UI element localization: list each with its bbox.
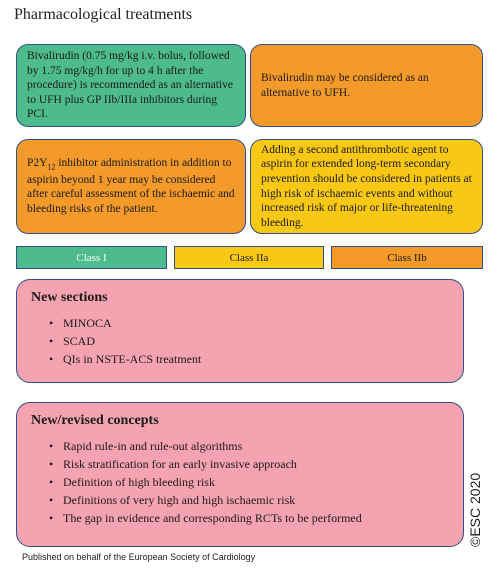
recommendation-text: Bivalirudin may be considered as an alternative to UFH. [261,71,429,99]
recommendation-text [27,156,235,216]
recommendation-class-iib [250,44,483,127]
recommendation-text-subscript: 12 [47,162,56,172]
footer-note: Published on behalf of the European Society of Cardiology [22,552,256,562]
list-item: • The gap in evidence and corresponding RCTs to be performed [49,509,449,527]
list-item: • Definitions of very high and high ischaemic risk [49,491,449,509]
new-concepts-heading: New/revised concepts [31,413,159,428]
page-title: Pharmacological treatments [14,6,193,23]
new-sections-heading: New sections [31,290,108,305]
recommendation-text: Adding a second antithrombotic agent to aspirin for extended long-term secondary prevention should be considered in patients at high risk of ischaemic events and without increased risk of major or life-threatening bleeding. [261,143,472,229]
list-item: • SCAD [49,332,449,350]
new-sections-panel [16,279,464,383]
copyright-notice: ©ESC 2020 [467,472,483,547]
list-item: • Rapid rule-in and rule-out algorithms [49,437,449,455]
list-item: • Risk stratification for an early invasive approach [49,455,449,473]
list-item: • MINOCA [49,314,449,332]
recommendation-class-iia [250,139,483,234]
new-sections-list [31,314,449,368]
recommendation-text: Bivalirudin (0.75 mg/kg i.v. bolus, followed by 1.75 mg/kg/h for up to 4 h after the procedure) is recommended as an alternative to UFH plus GP IIb/IIIa inhibitors during PCI. [27,50,233,121]
new-concepts-list [31,437,449,527]
new-concepts-panel [16,402,464,547]
list-item: • Definition of high bleeding risk [49,473,449,491]
recommendation-text-prefix: P2Y [27,157,48,170]
legend-class-iib: Class IIb [331,246,483,269]
recommendation-class-i [16,44,246,127]
legend-class-iia: Class IIa [174,246,324,269]
recommendation-class-iib [16,139,246,234]
list-item: • QIs in NSTE-ACS treatment [49,350,449,368]
recommendation-text-suffix: inhibitor administration in addition to aspirin beyond 1 year may be considered after careful assessment of the ischaemic and bleeding risks of the patient. [27,157,235,216]
legend-class-i: Class I [16,246,167,269]
